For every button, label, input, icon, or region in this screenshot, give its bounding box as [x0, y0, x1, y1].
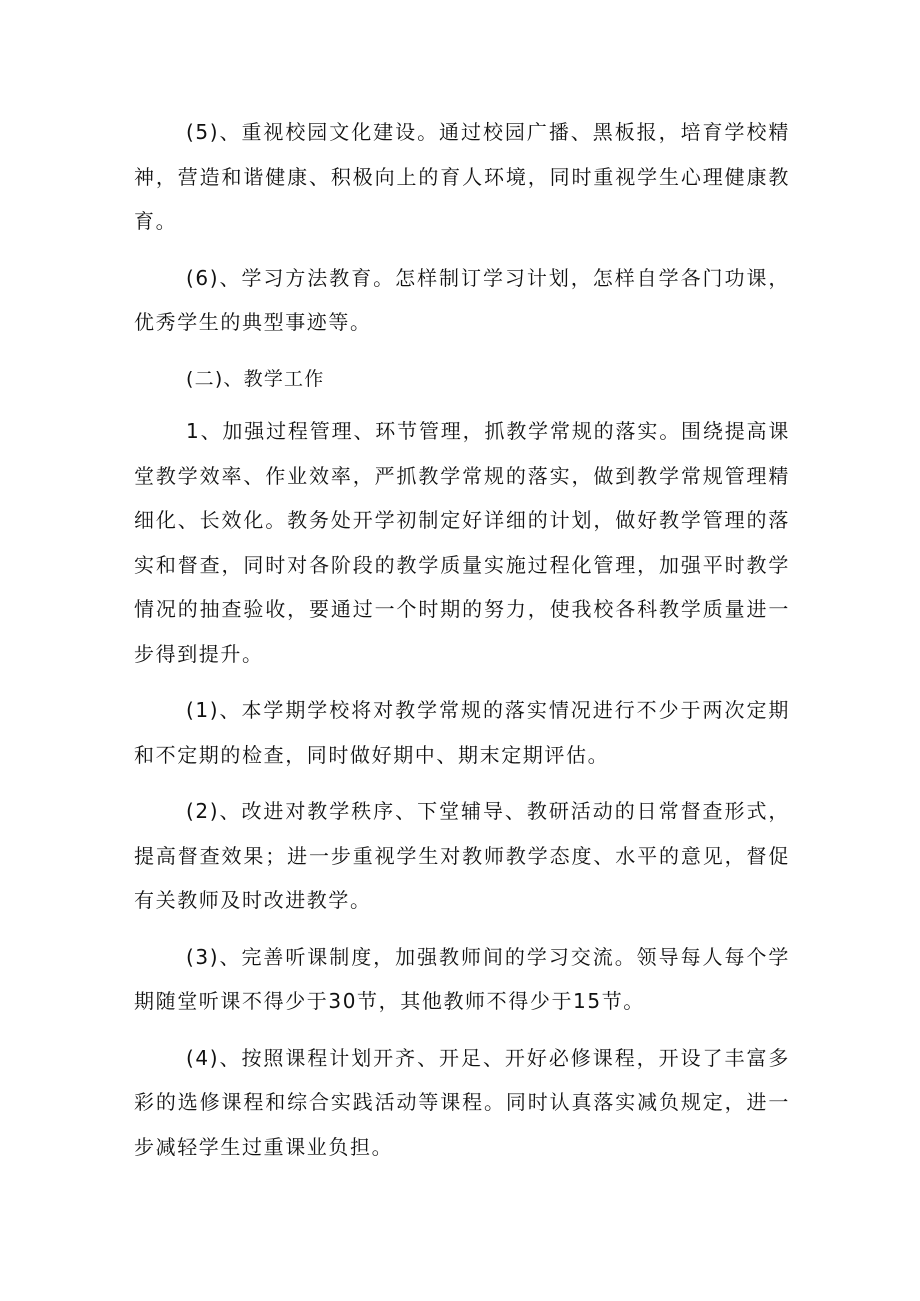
paragraph-process-management: 1、加强过程管理、环节管理，抓教学常规的落实。围绕提高课堂教学效率、作业效率，严抓教学常规的落实，做到教学常规管理精细化、长效化。教务处开学初制定好详细的计划，做好教学管理的落实和督查，同时对各阶段的教学质量实施过程化管理，加强平时教学情况的抽查验收，要通过一个时期的努力，使我校各科教学质量进一步得到提升。	[134, 419, 790, 666]
document-body	[134, 110, 790, 1181]
paragraph-study-methods: (6)、学习方法教育。怎样制订学习计划，怎样自学各门功课，优秀学生的典型事迹等。	[134, 265, 790, 334]
paragraph-school-culture: (5)、重视校园文化建设。通过校园广播、黑板报，培育学校精神，营造和谐健康、积极向上的育人环境，同时重视学生心理健康教育。	[134, 120, 790, 233]
paragraph-curriculum-plan: (4)、按照课程计划开齐、开足、开好必修课程，开设了丰富多彩的选修课程和综合实践活动等课程。同时认真落实减负规定，进一步减轻学生过重课业负担。	[134, 1045, 790, 1159]
paragraph-supervision-improvement: (2)、改进对教学秩序、下堂辅导、教研活动的日常督查形式，提高督查效果；进一步重视学生对教师教学态度、水平的意见，督促有关教师及时改进教学。	[134, 799, 790, 912]
section-heading-teaching-work: (二)、教学工作	[186, 367, 325, 390]
paragraph-routine-checks: (1)、本学期学校将对教学常规的落实情况进行不少于两次定期和不定期的检查，同时做好期中、期末定期评估。	[134, 698, 790, 767]
paragraph-lesson-observation: (3)、完善听课制度，加强教师间的学习交流。领导每人每个学期随堂听课不得少于30节，其他教师不得少于15节。	[134, 944, 790, 1013]
